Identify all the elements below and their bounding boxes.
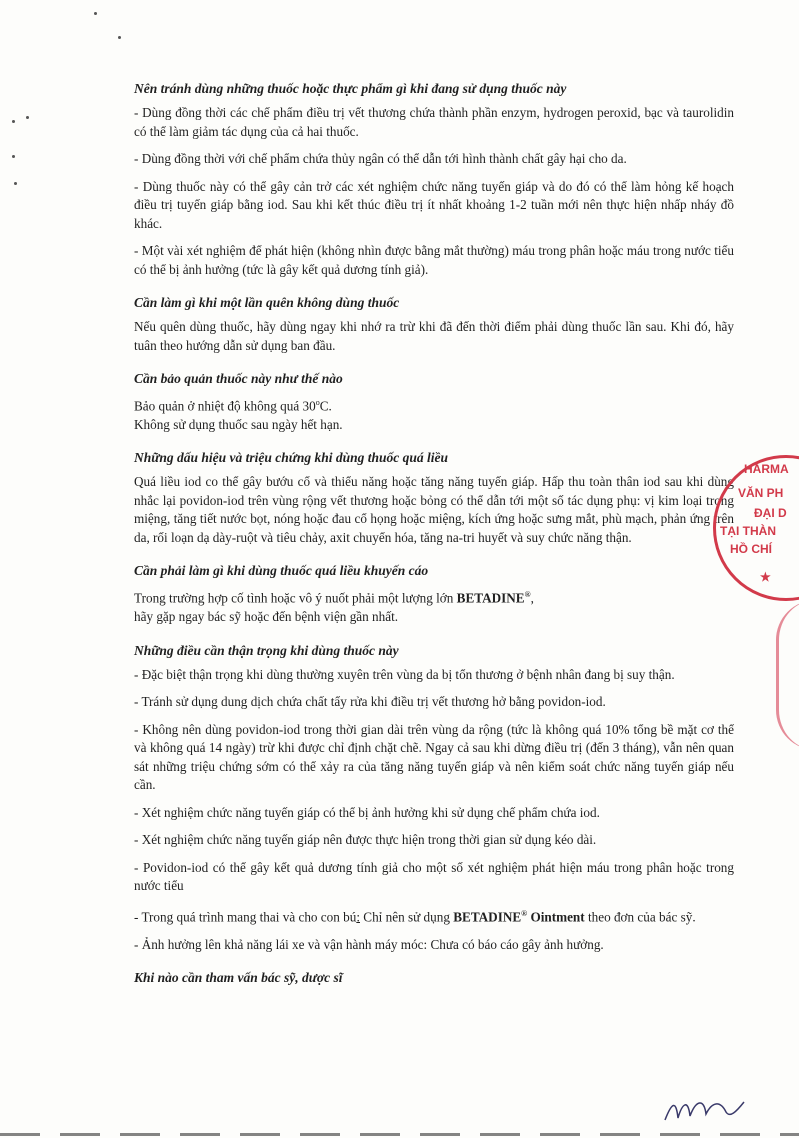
scan-speck	[14, 182, 17, 185]
storage-temperature	[134, 394, 734, 416]
section-heading: Cần làm gì khi một lần quên không dùng thuốc	[134, 295, 400, 310]
pregnancy-colon: :	[356, 909, 360, 925]
paragraph: - Dùng đồng thời các chế phẩm điều trị vết thương chứa thành phần enzym, hydrogen peroxid, bạc và taurolidin có thể làm giảm tác dụng của cả hai thuốc.	[134, 105, 734, 139]
section-missed-dose	[134, 294, 734, 355]
scan-speck	[94, 12, 97, 15]
paragraph: - Ảnh hưởng lên khả năng lái xe và vận hành máy móc: Chưa có báo cáo gây ảnh hưởng.	[134, 936, 604, 952]
section-heading: Cần bảo quản thuốc này như thế nào	[134, 371, 343, 386]
paragraph: - Một vài xét nghiệm để phát hiện (không nhìn được bằng mắt thường) máu trong phân hoặc máu trong nước tiểu có thể bị ảnh hưởng (tức là gây kết quả dương tính giả).	[134, 243, 734, 277]
scan-speck	[12, 155, 15, 158]
overdose-line	[134, 586, 734, 608]
section-consult	[134, 969, 734, 987]
section-precautions	[134, 642, 734, 954]
scan-speck	[26, 116, 29, 119]
paragraph: - Dùng đồng thời với chế phẩm chứa thủy ngân có thể dẫn tới hình thành chất gây hại cho da.	[134, 151, 627, 166]
section-heading: Cần phải làm gì khi dùng thuốc quá liều khuyến cáo	[134, 563, 429, 579]
section-overdose-action	[134, 562, 734, 626]
degree-sup: o	[315, 398, 320, 407]
storage-text-tail: C.	[319, 398, 332, 414]
pregnancy-mid: Chỉ nên sử dụng	[360, 909, 454, 925]
stamp-text: VĂN PH	[738, 486, 784, 500]
paragraph: - Tránh sử dụng dung dịch chứa chất tẩy rửa khi điều trị vết thương hở bằng povidon-iod.	[134, 694, 606, 710]
overdose-line-2: hãy gặp ngay bác sỹ hoặc đến bệnh viện gần nhất.	[134, 609, 399, 625]
storage-lines	[134, 394, 734, 434]
scan-speck	[118, 36, 121, 39]
paragraph: - Dùng thuốc này có thể gây cản trở các xét nghiệm chức năng tuyến giáp và do đó có thể làm hỏng kế hoạch điều trị tuyến giáp bằng iod. Sau khi kết thúc điều trị ít nhất khoảng 1-2 tuần mới nên thực hiện nhấp nháy đồ khác.	[134, 178, 734, 231]
storage-text: Bảo quản ở nhiệt độ không quá 30	[134, 398, 316, 414]
signature-icon	[660, 1092, 750, 1128]
paragraph: - Không nên dùng povidon-iod trong thời gian dài trên vùng da rộng (tức là không quá 10% tổng bề mặt cơ thể và không quá 14 ngày) trừ khi được chỉ định chặt chẽ. Ngay cả sau khi dừng điều trị (đến 3 tháng), vẫn nên quan sát những triệu chứng sớm có thể xảy ra của tăng năng tuyến giáp và nên kiểm soát chức năng tuyến giáp nếu cần.	[134, 721, 734, 793]
registered-mark: ®	[521, 908, 528, 918]
brand-name: BETADINE	[453, 909, 522, 925]
red-seal-partial	[776, 600, 799, 750]
storage-expiry: Không sử dụng thuốc sau ngày hết hạn.	[134, 416, 343, 432]
paragraph: Quá liều iod co thể gây bướu cổ và thiểu năng hoặc tăng năng tuyến giáp. Hấp thu toàn thân iod sau khi dùng nhắc lại povidon-iod trên vùng rộng vết thương hoặc bỏng có thể dẫn tới một số tác dụng phụ: vị kim loại trong miệng, tăng tiết nước bọt, nóng hoặc đau cổ họng hoặc miệng, kích ứng hoặc sưng mắt, phù mạch, phản ứng trên da, rối loạn dạ dày-ruột và tiêu chảy, axit chuyển hóa, tăng na-tri huyết và suy chức năng thận.	[134, 474, 734, 545]
stamp-text: TẠI THÀN	[720, 524, 776, 538]
section-heading: Khi nào cần tham vấn bác sỹ, dược sĩ	[134, 970, 343, 986]
overdose-text: Trong trường hợp cố tình hoặc vô ý nuốt phải một lượng lớn	[134, 590, 457, 606]
section-overdose-signs	[134, 449, 734, 547]
stamp-text: HỒ CHÍ	[730, 542, 772, 556]
stamp-text: HARMA	[744, 462, 789, 476]
stamp-text: ★	[760, 570, 771, 584]
stamp-text: ĐẠI D	[754, 506, 787, 520]
paragraph: Nếu quên dùng thuốc, hãy dùng ngay khi nhớ ra trừ khi đã đến thời điểm phải dùng thuốc lần sau. Khi đó, hãy tuân theo hướng dẫn sử dụng ban đầu.	[134, 319, 734, 353]
section-heading: Những điều cần thận trọng khi dùng thuốc này	[134, 642, 399, 658]
page-edge-strip	[0, 1133, 799, 1136]
section-heading: Nên tránh dùng những thuốc hoặc thực phẩm gì khi đang sử dụng thuốc này	[134, 81, 567, 96]
pregnancy-prefix: - Trong quá trình mang thai và cho con bú	[134, 909, 357, 925]
section-storage	[134, 370, 734, 434]
paragraph: - Povidon-iod có thể gây kết quả dương tính giả cho một số xét nghiệm phát hiện máu trong phân hoặc trong nước tiểu	[134, 859, 734, 894]
registered-mark: ®	[524, 590, 531, 600]
paragraph: - Xét nghiệm chức năng tuyến giáp nên được thực hiện trong thời gian sử dụng kéo dài.	[134, 832, 597, 848]
section-heading: Những dấu hiệu và triệu chứng khi dùng thuốc quá liều	[134, 450, 449, 466]
pregnancy-tail: theo đơn của bác sỹ.	[584, 909, 696, 925]
overdose-lines	[134, 586, 734, 626]
scan-speck	[12, 120, 15, 123]
paragraph: - Đặc biệt thận trọng khi dùng thường xuyên trên vùng da bị tổn thương ở bệnh nhân đang bị suy thận.	[134, 666, 675, 682]
brand-name: BETADINE	[456, 590, 525, 606]
overdose-text-tail: ,	[530, 590, 534, 606]
document-page	[134, 80, 734, 1002]
product-name: Ointment	[527, 909, 585, 925]
pregnancy-paragraph	[134, 905, 734, 927]
section-food-interactions	[134, 80, 734, 279]
paragraph: - Xét nghiệm chức năng tuyến giáp có thể bị ảnh hưởng khi sử dụng chế phẩm chứa iod.	[134, 804, 600, 820]
